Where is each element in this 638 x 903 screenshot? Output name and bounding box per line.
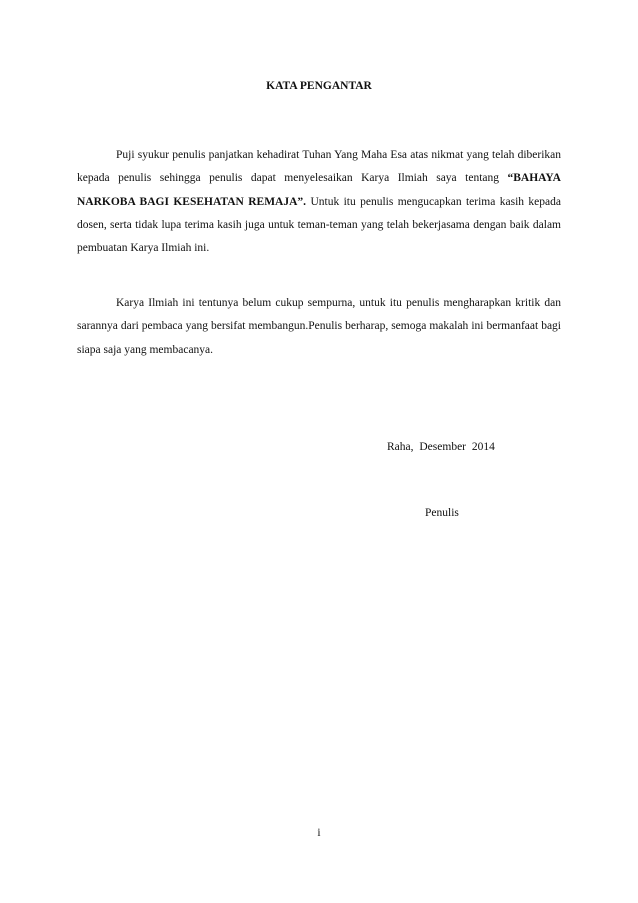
page-number: i <box>317 827 321 839</box>
author-signoff: Penulis <box>425 507 459 519</box>
topic-title: “BAHAYA NARKOBA BAGI KESEHATAN REMAJA”. <box>77 172 561 208</box>
paragraph-acknowledgement-text-end: Untuk itu penulis mengucapkan terima kasih kepada dosen, serta tidak lupa terima kasih juga untuk teman-teman yang telah bekerjasama dengan baik dalam pembuatan Karya Ilmiah ini. <box>77 195 561 255</box>
paragraph-acknowledgement-text-start: Puji syukur penulis panjatkan kehadirat Tuhan Yang Maha Esa atas nikmat yang telah diberikan kepada penulis sehingga penulis dapat menyelesaikan Karya Ilmiah saya tentang <box>77 149 561 185</box>
page-title: KATA PENGANTAR <box>266 80 372 92</box>
place-date: Raha, Desember 2014 <box>387 441 495 453</box>
paragraph-closing: Karya Ilmiah ini tentunya belum cukup sempurna, untuk itu penulis mengharapkan kritik dan sarannya dari pembaca yang bersifat membangun.Penulis berharap, semoga makalah ini bermanfaat bagi siapa saja yang membacanya. <box>77 297 561 356</box>
paragraph-acknowledgement <box>77 144 561 260</box>
